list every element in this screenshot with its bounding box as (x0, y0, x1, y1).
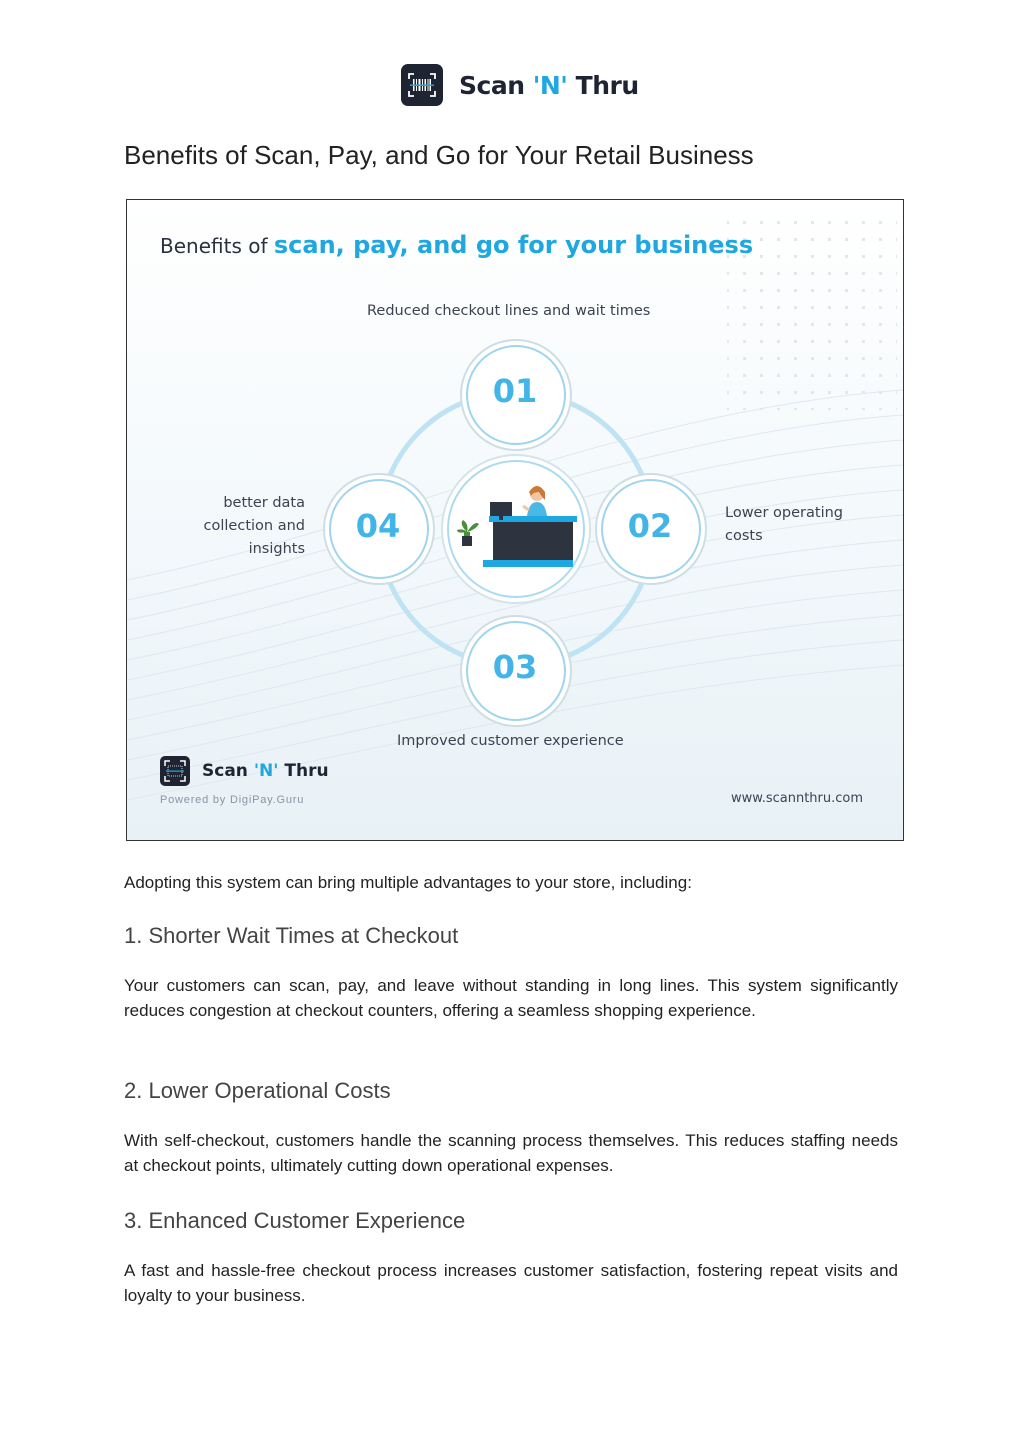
brand-name-part1: Scan (459, 70, 533, 100)
infographic-title-highlight: scan, pay, and go for your business (273, 231, 754, 259)
website-text: www.scannthru.com (731, 791, 864, 806)
infographic-title-prefix: Benefits of (160, 234, 274, 258)
brand-name (459, 71, 639, 100)
benefit-03-label: Improved customer experience (397, 733, 624, 749)
benefit-02-label-line2: costs (725, 528, 763, 544)
infographic-brand-logo (160, 756, 329, 786)
section-2-heading: 2. Lower Operational Costs (124, 1078, 391, 1103)
page-title: Benefits of Scan, Pay, and Go for Your Retail Business (124, 140, 754, 170)
benefit-01-label: Reduced checkout lines and wait times (367, 303, 651, 319)
section-1-heading: 1. Shorter Wait Times at Checkout (124, 923, 459, 948)
checkout-counter-cashier-icon (453, 480, 583, 580)
infographic-title (160, 231, 753, 259)
powered-by-text: Powered by DigiPay.Guru (160, 794, 305, 806)
intro-paragraph: Adopting this system can bring multiple advantages to your store, including: (124, 873, 692, 892)
section-3-heading: 3. Enhanced Customer Experience (124, 1208, 466, 1233)
section-2-body: With self-checkout, customers handle the scanning process themselves. This reduces staffing needs at checkout points, ultimately cutting down operational expenses. (124, 1131, 898, 1175)
brand-logo (401, 64, 639, 106)
brand-name-accent: 'N' (532, 70, 568, 100)
benefit-04-label-line2: collection and (203, 518, 305, 534)
benefit-02-label-line1: Lower operating (725, 505, 843, 521)
benefit-03-number: 03 (492, 648, 538, 686)
benefit-04-label-line3: insights (248, 541, 305, 557)
infographic-brand-part3: Thru (278, 761, 329, 781)
benefit-04-label-line1: better data (223, 495, 305, 511)
infographic-brand-name (202, 761, 329, 781)
benefit-01-number: 01 (492, 372, 538, 410)
section-3-body: A fast and hassle-free checkout process increases customer satisfaction, fostering repeat visits and loyalty to your business. (124, 1261, 898, 1305)
brand-name-part3: Thru (567, 70, 639, 100)
section-1-body: Your customers can scan, pay, and leave without standing in long lines. This system significantly reduces congestion at checkout counters, offering a seamless shopping experience. (124, 976, 898, 1020)
infographic-brand-accent: 'N' (253, 761, 279, 781)
benefit-02-number: 02 (627, 507, 673, 545)
infographic-brand-part1: Scan (202, 761, 254, 781)
benefit-02-label (725, 502, 843, 548)
benefit-04-number: 04 (355, 507, 401, 545)
barcode-scanner-icon (401, 64, 443, 106)
benefit-04-label (170, 492, 305, 561)
barcode-scanner-icon (160, 756, 190, 786)
